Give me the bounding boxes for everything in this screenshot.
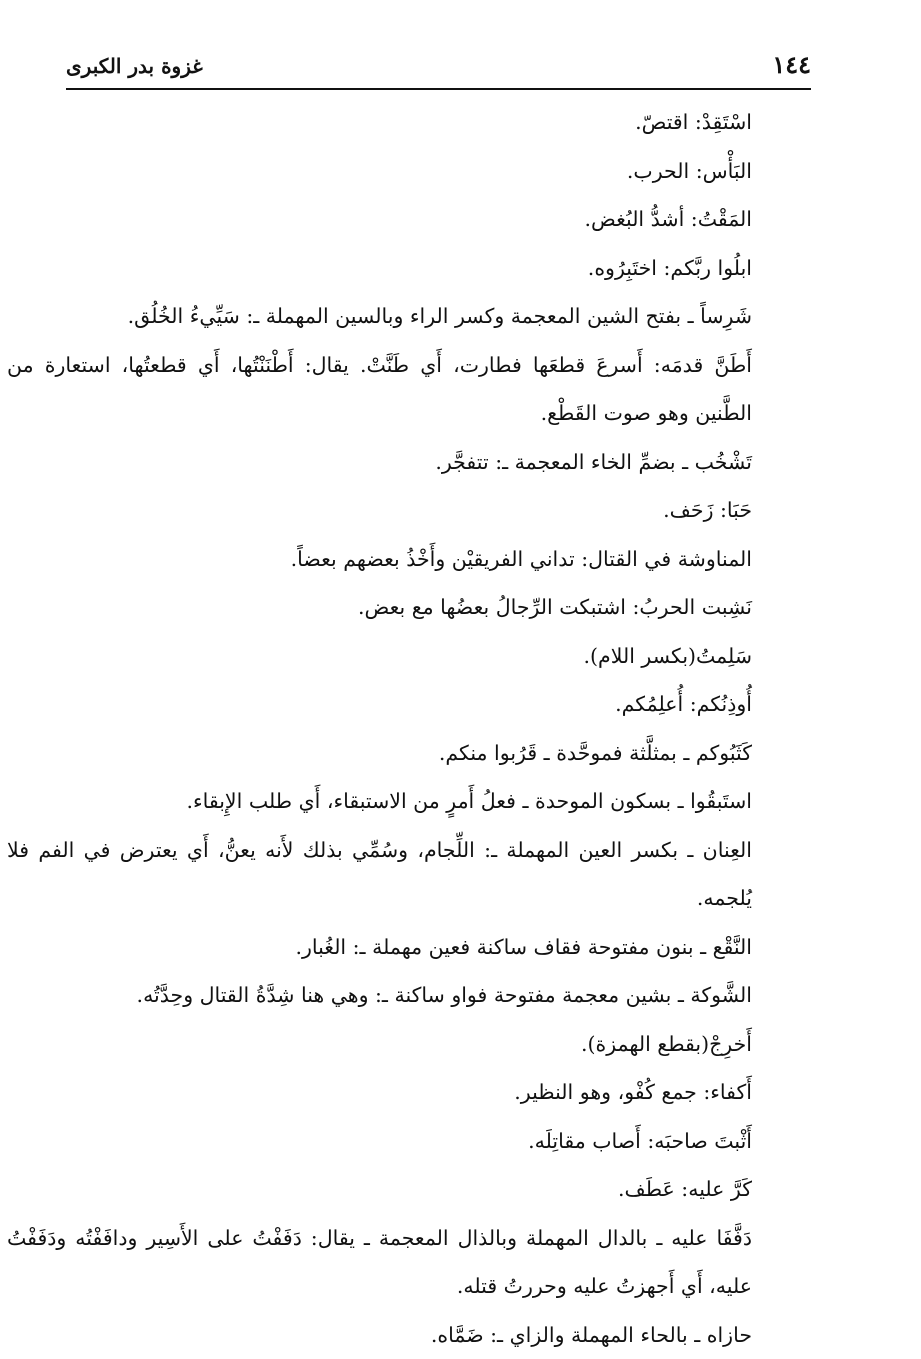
glossary-entry: سَلِمتُ(بكسر اللام). [62,632,752,681]
glossary-entry: المَقْتُ: أشدُّ البُغض. [62,195,752,244]
glossary-entry: دَفَّفَا عليه ـ بالدال المهملة وبالذال المعجمة ـ يقال: دَفَفْتُ على الأَسِير ودافَفْتُه ودَفَفْتُ عليه، أَي أَجهزتُ عليه وحررتُ قتله. [7,1214,752,1311]
glossary-entry: ابلُوا ربَّكم: اختَبِرُوه. [62,244,752,293]
glossary-entry: أُوذِنُكم: أُعلِمُكم. [62,680,752,729]
glossary-entry: حَبَا: زَحَف. [62,486,752,535]
glossary-entry: أَطَنَّ قدمَه: أَسرعَ قطعَها فطارت، أَي طَنَّتْ. يقال: أَطْنَنْتُها، أَي قطعتُها، استعارة من الطَّنين وهو صوت القَطْع. [7,341,752,438]
glossary-entry: شَرِساً ـ بفتح الشين المعجمة وكسر الراء وبالسين المهملة ـ: سَيِّيءُ الخُلُق. [62,292,752,341]
glossary-entry: البَأْس: الحرب. [62,147,752,196]
glossary-entry: أَخرِجْ(بقطع الهمزة). [62,1020,752,1069]
glossary-body [62,98,752,1359]
glossary-entry: كَثَبُوكم ـ بمثلَّثة فموحَّدة ـ قَرُبوا منكم. [62,729,752,778]
glossary-entry: تَشْخُب ـ بضمِّ الخاء المعجمة ـ: تتفجَّر. [62,438,752,487]
glossary-entry: العِنان ـ بكسر العين المهملة ـ: اللِّجام، وسُمِّي بذلك لأَنه يعنُّ، أَي يعترض في الفم فلا يُلجمه. [7,826,752,923]
glossary-entry: نَشِبت الحربُ: اشتبكت الرِّجالُ بعضُها مع بعض. [62,583,752,632]
glossary-entry: المناوشة في القتال: تداني الفريقيْن وأَخْذُ بعضهم بعضاً. [62,535,752,584]
glossary-entry: النَّقْع ـ بنون مفتوحة فقاف ساكنة فعين مهملة ـ: الغُبار. [62,923,752,972]
glossary-entry: استَبقُوا ـ بسكون الموحدة ـ فعلُ أَمرٍ من الاستبقاء، أَي طلب الإِبقاء. [62,777,752,826]
glossary-entry: أَكفاء: جمع كُفْو، وهو النظير. [62,1068,752,1117]
page-number: ١٤٤ [772,50,811,80]
header-rule [66,88,811,90]
running-title: غزوة بدر الكبرى [66,52,203,80]
glossary-entry: الشَّوكة ـ بشين معجمة مفتوحة فواو ساكنة ـ: وهي هنا شِدَّةُ القتال وحِدَّتُه. [62,971,752,1020]
glossary-entry: كَرَّ عليه: عَطَف. [62,1165,752,1214]
glossary-entry: أَثْبتَ صاحبَه: أَصاب مقاتِلَه. [62,1117,752,1166]
glossary-entry: اسْتَقِدْ: اقتصّ. [62,98,752,147]
page-header [66,44,811,88]
glossary-entry: حازاه ـ بالحاء المهملة والزاي ـ: ضَمَّاه. [62,1311,752,1359]
